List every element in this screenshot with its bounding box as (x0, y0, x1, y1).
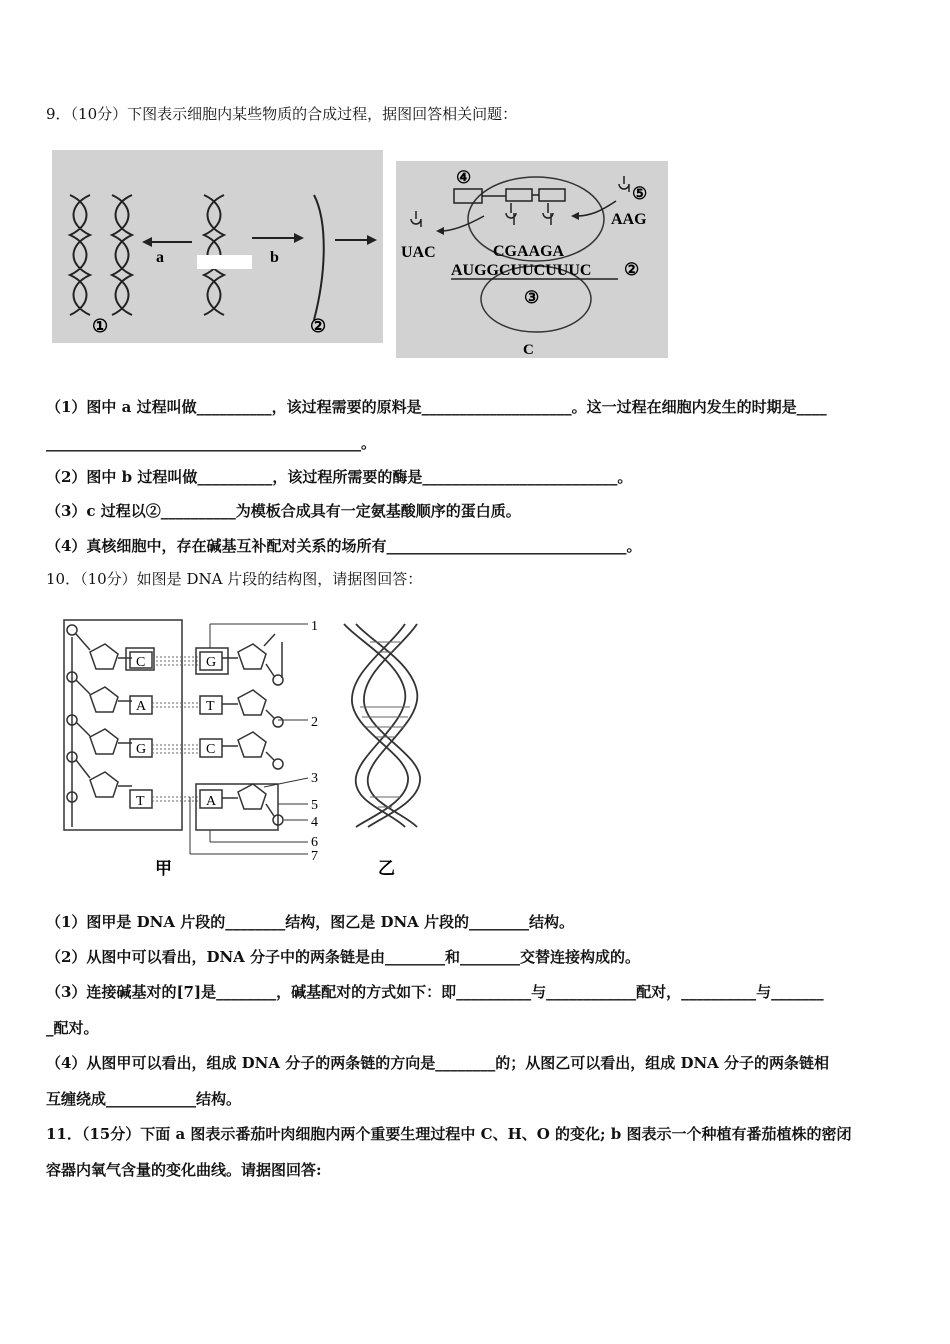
q10-sub2: （2）从图中可以看出，DNA 分子中的两条链是由________和________交替连接构成的。 (46, 948, 641, 966)
label-2-left: ② (310, 316, 327, 336)
base-right-4: A (206, 794, 217, 809)
trna-anticodon-right: AAG (611, 211, 647, 228)
q9-sub4: （4）真核细胞中，存在碱基互补配对关系的场所有________________________________。 (46, 537, 642, 555)
q9-sub1-line2: __________________________________________。 (46, 434, 377, 452)
q10-sub3-line2: _配对。 (46, 1019, 99, 1037)
base-left-4: T (136, 794, 145, 809)
anticodons: CGAAGA (493, 243, 565, 260)
label-1: ① (92, 316, 109, 336)
q10-figure-dna (60, 612, 440, 880)
q9-figure-translation (396, 161, 668, 358)
right-backbone (222, 634, 283, 825)
base-right-3: C (206, 742, 216, 757)
q9-sub1-line1: （1）图中 a 过程叫做__________，该过程需要的原料是____________________。这一过程在细胞内发生的时期是____ (46, 398, 827, 416)
label-3: ③ (524, 288, 540, 307)
label-2-right: ② (624, 260, 640, 279)
label-4: ④ (456, 168, 472, 187)
q10-sub3-line1: （3）连接碱基对的[7]是________，碱基配对的方式如下：即__________与____________配对，__________与_______ (46, 983, 824, 1001)
mrna-sequence: AUGGCUUCUUUC (451, 262, 592, 279)
base-right-1: G (206, 655, 217, 670)
base-left-3: G (136, 742, 147, 757)
num-5: 5 (311, 798, 318, 813)
base-left-1: C (136, 655, 146, 670)
num-7: 7 (311, 849, 318, 864)
left-backbone (67, 625, 132, 827)
white-patch (197, 255, 252, 269)
q10-title: 10．（10分）如图是 DNA 片段的结构图，请据图回答： (46, 570, 423, 588)
num-6: 6 (311, 835, 318, 850)
num-3: 3 (311, 771, 318, 786)
caption-jia: 甲 (155, 859, 172, 878)
label-5: ⑤ (632, 184, 648, 203)
q9-title: 9．（10分）下图表示细胞内某些物质的合成过程，据图回答相关问题： (46, 105, 518, 123)
num-2: 2 (311, 715, 318, 730)
q9-sub2: （2）图中 b 过程叫做__________，该过程所需要的酶是__________________________。 (46, 468, 633, 486)
hydrogen-bonds (152, 657, 200, 801)
figure-caption-c: C (523, 342, 534, 358)
base-left-2: A (136, 699, 147, 714)
num-4: 4 (311, 815, 318, 830)
caption-yi: 乙 (378, 859, 395, 878)
label-b: b (270, 249, 279, 266)
q10-sub1: （1）图甲是 DNA 片段的________结构，图乙是 DNA 片段的________结构。 (46, 913, 575, 931)
label-a: a (156, 249, 164, 266)
q11-line1: 11．（15分）下面 a 图表示番茄叶肉细胞内两个重要生理过程中 C、H、O 的变化; b 图表示一个种植有番茄植株的密闭 (46, 1125, 852, 1143)
base-right-2: T (206, 699, 215, 714)
strand-frame (64, 620, 182, 830)
q9-figure-replication (52, 150, 383, 343)
trna-anticodon-left: UAC (401, 244, 436, 261)
q9-sub3: （3）c 过程以②__________为模板合成具有一定氨基酸顺序的蛋白质。 (46, 502, 521, 520)
num-1: 1 (311, 619, 318, 634)
q10-sub4-line1: （4）从图甲可以看出，组成 DNA 分子的两条链的方向是________的；从图乙可以看出，组成 DNA 分子的两条链相 (46, 1054, 830, 1072)
q11-line2: 容器内氧气含量的变化曲线。请据图回答: (46, 1161, 322, 1179)
q10-sub4-line2: 互缠绕成____________结构。 (46, 1090, 242, 1108)
